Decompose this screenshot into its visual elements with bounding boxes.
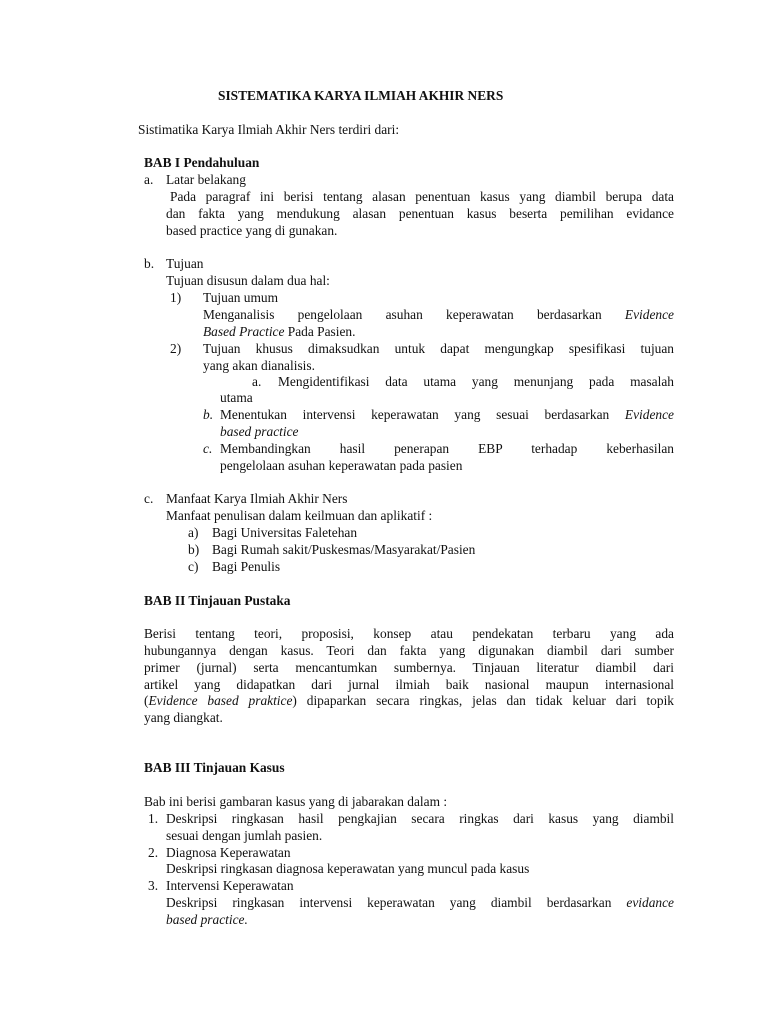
bab1-a-line2: dan fakta yang mendukung alasan penentuan kasus beserta pemilihan evidance [166, 206, 674, 221]
bab3-item2-marker: 2. [148, 845, 159, 860]
bab3-heading: BAB III Tinjauan Kasus [144, 760, 285, 775]
bab1-c-item2-marker: b) [188, 542, 200, 557]
bab2-line1: Berisi tentang teori, proposisi, konsep atau pendekatan terbaru yang ada [144, 626, 674, 641]
bab1-b-sub-c-marker: c. [203, 441, 213, 456]
bab1-heading: BAB I Pendahuluan [144, 155, 260, 170]
intro-text: Sistimatika Karya Ilmiah Akhir Ners terdiri dari: [138, 122, 400, 137]
bab3-item1-line1: Deskripsi ringkasan hasil pengkajian secara ringkas dari kasus yang diambil [166, 811, 674, 826]
bab3-intro: Bab ini berisi gambaran kasus yang di jabarakan dalam : [144, 794, 448, 809]
bab1-b-item2-marker: 2) [170, 341, 182, 356]
bab2-heading: BAB II Tinjauan Pustaka [144, 593, 291, 608]
bab3-item1-line2: sesuai dengan jumlah pasien. [166, 828, 323, 843]
bab3-item3-line2: based practice. [166, 912, 248, 927]
bab1-c-intro: Manfaat penulisan dalam keilmuan dan aplikatif : [166, 508, 433, 523]
bab1-c-item1-marker: a) [188, 525, 199, 540]
bab2-line3: primer (jurnal) serta mencantumkan sumbernya. Tinjauan literatur diambil dari [144, 660, 674, 675]
bab1-b-item1-marker: 1) [170, 290, 182, 305]
bab1-c-marker: c. [144, 491, 154, 506]
bab1-a-line1: Pada paragraf ini berisi tentang alasan penentuan kasus yang diambil berupa data [170, 189, 674, 204]
bab1-b-sub-a-line2: utama [220, 390, 253, 405]
bab1-b-item2-line1: Tujuan khusus dimaksudkan untuk dapat mengungkap spesifikasi tujuan [203, 341, 674, 356]
bab3-item2-line1: Deskripsi ringkasan diagnosa keperawatan yang muncul pada kasus [166, 861, 530, 876]
bab1-b-sub-b-line1: Menentukan intervensi keperawatan yang sesuai berdasarkan Evidence [220, 407, 674, 422]
bab2-line6: yang diangkat. [144, 710, 223, 725]
bab1-b-sub-c-line2: pengelolaan asuhan keperawatan pada pasien [220, 458, 463, 473]
bab3-item2-label: Diagnosa Keperawatan [166, 845, 291, 860]
bab1-b-label: Tujuan [166, 256, 204, 271]
bab3-item3-marker: 3. [148, 878, 159, 893]
bab1-b-item1-line1: Menganalisis pengelolaan asuhan keperawatan berdasarkan Evidence [203, 307, 674, 322]
bab1-c-item3-text: Bagi Penulis [212, 559, 281, 574]
bab1-a-label: Latar belakang [166, 172, 246, 187]
bab1-b-sub-a-marker: a. [252, 374, 262, 389]
bab1-c-item2-text: Bagi Rumah sakit/Puskesmas/Masyarakat/Pasien [212, 542, 476, 557]
bab1-b-item2-line2: yang akan dianalisis. [203, 358, 315, 373]
bab2-line5: (Evidence based praktice) dipaparkan secara ringkas, jelas dan tidak keluar dari topik [144, 693, 674, 708]
bab1-b-item1-label: Tujuan umum [203, 290, 279, 305]
bab1-a-marker: a. [144, 172, 154, 187]
bab1-b-intro: Tujuan disusun dalam dua hal: [166, 273, 330, 288]
bab1-b-sub-b-line2: based practice [220, 424, 299, 439]
bab3-item3-label: Intervensi Keperawatan [166, 878, 294, 893]
bab1-b-sub-a-line1: Mengidentifikasi data utama yang menunjang pada masalah [278, 374, 674, 389]
bab1-c-label: Manfaat Karya Ilmiah Akhir Ners [166, 491, 348, 506]
document-title: SISTEMATIKA KARYA ILMIAH AKHIR NERS [218, 88, 504, 103]
bab1-b-sub-c-line1: Membandingkan hasil penerapan EBP terhadap keberhasilan [220, 441, 674, 456]
bab1-b-marker: b. [144, 256, 155, 271]
bab2-line4: artikel yang didapatkan dari jurnal ilmiah baik nasional maupun internasional [144, 677, 674, 692]
bab1-b-sub-b-marker: b. [203, 407, 214, 422]
bab3-item3-line1: Deskripsi ringkasan intervensi keperawatan yang diambil berdasarkan evidance [166, 895, 674, 910]
bab3-item1-marker: 1. [148, 811, 159, 826]
bab1-a-line3: based practice yang di gunakan. [166, 223, 338, 238]
bab1-c-item1-text: Bagi Universitas Faletehan [212, 525, 358, 540]
bab1-c-item3-marker: c) [188, 559, 199, 574]
bab2-line2: hubungannya dengan kasus. Teori dan fakta yang digunakan diambil dari sumber [144, 643, 674, 658]
bab1-b-item1-line2: Based Practice Pada Pasien. [203, 324, 356, 339]
